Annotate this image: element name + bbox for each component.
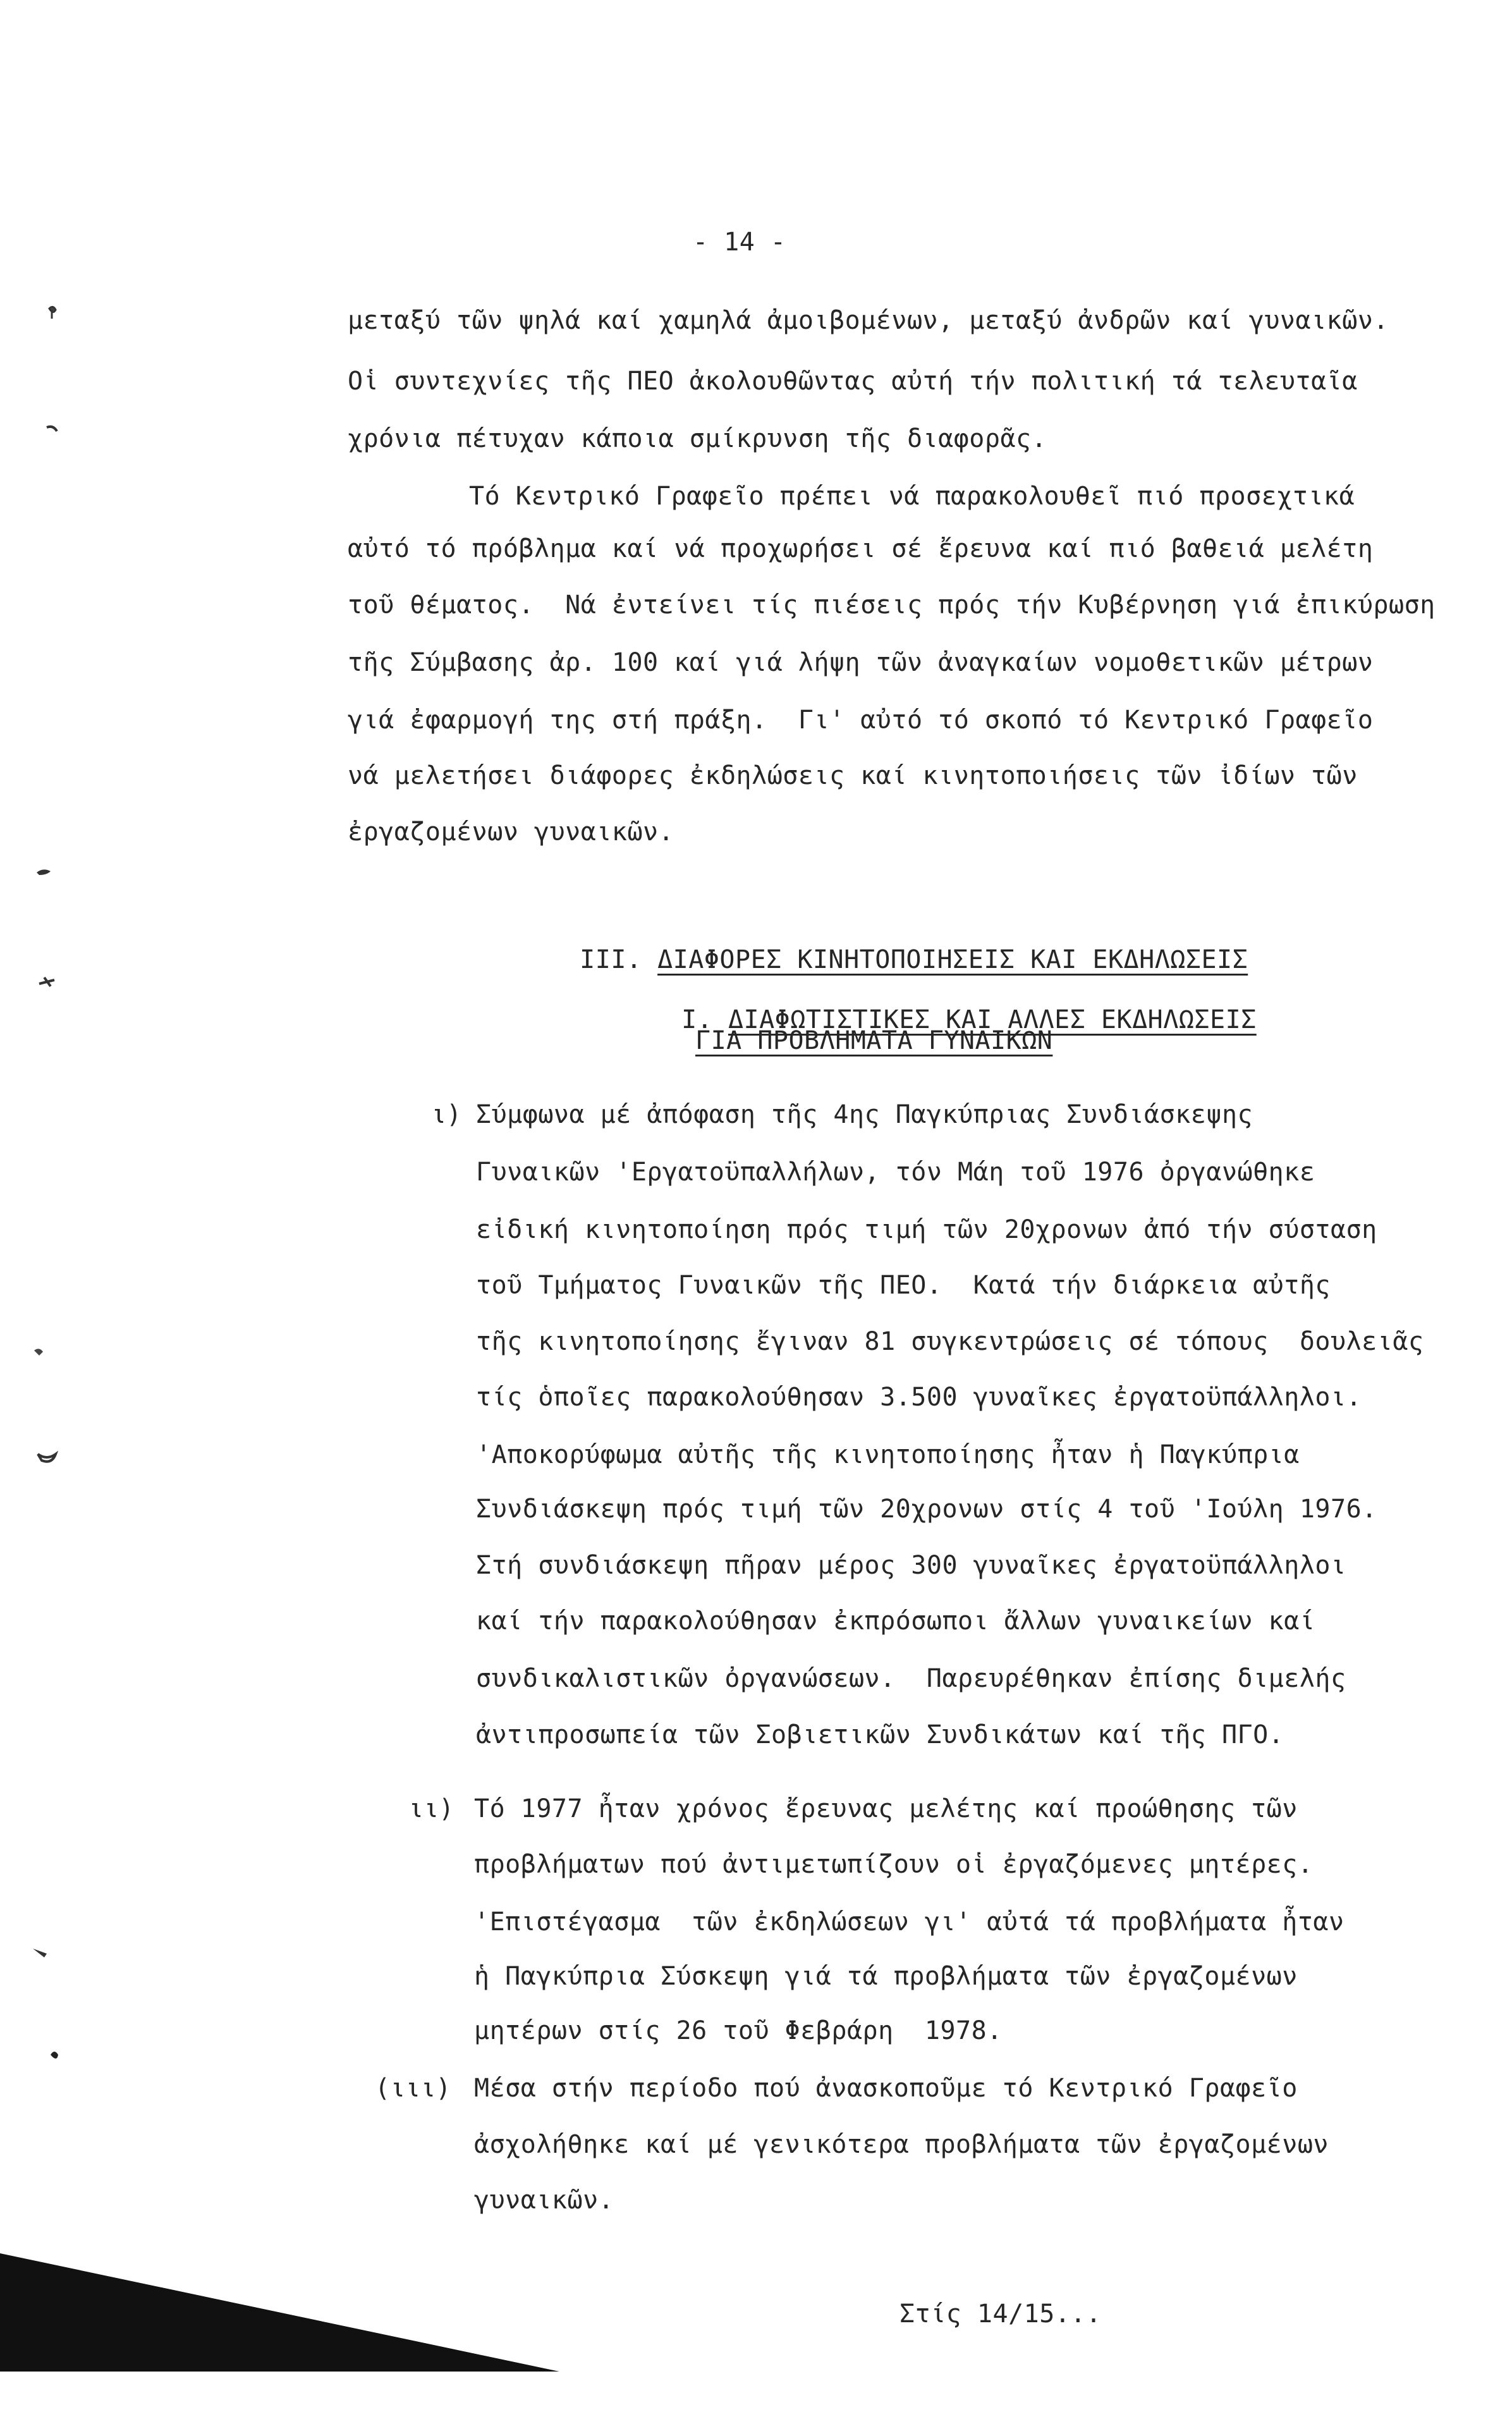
section-heading-title: ΔΙΑΦΟΡΕΣ ΚΙΝΗΤΟΠΟΙΗΣΕΙΣ ΚΑΙ ΕΚΔΗΛΩΣΕΙΣ <box>657 945 1248 974</box>
text-line: Γυναικῶν 'Εργατοϋπαλλήλων, τόν Μάη τοῦ 1976 ὀργανώθηκε <box>476 1158 1315 1187</box>
text-line: καί τήν παρακολούθησαν ἐκπρόσωποι ἄλλων γυναικείων καί <box>476 1607 1315 1636</box>
text-line: τῆς Σύμβασης ἀρ. 100 καί γιά λήψη τῶν ἀναγκαίων νομοθετικῶν μέτρων <box>348 648 1374 677</box>
text-line: Στή συνδιάσκεψη πῆραν μέρος 300 γυναῖκες ἐργατοϋπάλληλοι <box>476 1551 1346 1580</box>
text-line: ἀσχολήθηκε καί μέ γενικότερα προβλήματα τῶν ἐργαζομένων <box>474 2130 1329 2159</box>
subsection-heading-title: ΔΙΑΦΩΤΙΣΤΙΚΕΣ ΚΑΙ ΑΛΛΕΣ ΕΚΔΗΛΩΣΕΙΣ <box>728 1005 1257 1034</box>
text-line: εἰδική κινητοποίηση πρός τιμή τῶν 20χρονων ἀπό τήν σύσταση <box>476 1215 1377 1244</box>
text-line: τοῦ Τμήματος Γυναικῶν τῆς ΠΕΟ. Κατά τήν διάρκεια αὐτῆς <box>476 1271 1331 1300</box>
text-line: χρόνια πέτυχαν κάποια σμίκρυνση τῆς διαφορᾶς. <box>348 424 1047 453</box>
subsection-heading-title-line2: ΓΙΑ ΠΡΟΒΛΗΜΑΤΑ ΓΥΝΑΙΚΩΝ <box>695 1026 1053 1055</box>
list-item-marker: ιι) <box>408 1794 454 1823</box>
text-line: προβλήματων πού ἀντιμετωπίζουν οἱ ἐργαζόμενες μητέρες. <box>474 1850 1314 1879</box>
continuation-note: Στίς 14/15... <box>899 2299 1102 2329</box>
text-line: νά μελετήσει διάφορες ἐκδηλώσεις καί κινητοποιήσεις τῶν ἰδίων τῶν <box>348 761 1358 790</box>
text-line: τῆς κινητοποίησης ἔγιναν 81 συγκεντρώσεις σέ τόπους δουλειᾶς <box>476 1327 1424 1356</box>
text-line: Τό Κεντρικό Γραφεῖο πρέπει νά παρακολουθεῖ πιό προσεχτικά <box>469 482 1355 511</box>
text-line: Τό 1977 ἦταν χρόνος ἔρευνας μελέτης καί προώθησης τῶν <box>474 1794 1298 1823</box>
list-item-marker: (ιιι) <box>375 2074 451 2103</box>
section-heading-number: III. <box>580 945 642 974</box>
text-line: τίς ὁποῖες παρακολούθησαν 3.500 γυναῖκες ἐργατοϋπάλληλοι. <box>476 1383 1362 1412</box>
text-line: μητέρων στίς 26 τοῦ Φεβράρη 1978. <box>474 2016 1003 2045</box>
text-line: συνδικαλιστικῶν ὀργανώσεων. Παρευρέθηκαν ἐπίσης διμελής <box>476 1664 1346 1693</box>
margin-specks <box>0 0 82 2276</box>
text-line: Συνδιάσκεψη πρός τιμή τῶν 20χρονων στίς 4 τοῦ 'Ιούλη 1976. <box>476 1495 1377 1524</box>
text-line: Μέσα στήν περίοδο πού ἀνασκοποῦμε τό Κεντρικό Γραφεῖο <box>474 2074 1298 2103</box>
text-line: αὐτό τό πρόβλημα καί νά προχωρήσει σέ ἔρευνα καί πιό βαθειά μελέτη <box>348 534 1374 563</box>
text-line: ἐργαζομένων γυναικῶν. <box>348 817 674 847</box>
list-item-marker: ι) <box>431 1100 462 1129</box>
text-line: 'Αποκορύφωμα αὐτῆς τῆς κινητοποίησης ἦταν ἡ Παγκύπρια <box>476 1440 1300 1469</box>
text-line: γιά ἐφαρμογή της στή πράξη. Γι' αὐτό τό σκοπό τό Κεντρικό Γραφεῖο <box>348 706 1374 735</box>
page-number: - 14 - <box>693 228 786 257</box>
text-line: ἀντιπροσωπεία τῶν Σοβιετικῶν Συνδικάτων καί τῆς ΠΓΟ. <box>476 1720 1284 1749</box>
text-line: Σύμφωνα μέ ἀπόφαση τῆς 4ης Παγκύπριας Συνδιάσκεψης <box>476 1100 1253 1129</box>
text-line: γυναικῶν. <box>474 2186 614 2215</box>
text-line: τοῦ θέματος. Νά ἐντείνει τίς πιέσεις πρός τήν Κυβέρνηση γιά ἐπικύρωση <box>348 591 1436 620</box>
text-line: ἡ Παγκύπρια Σύσκεψη γιά τά προβλήματα τῶν ἐργαζομένων <box>474 1962 1298 1991</box>
text-line: 'Επιστέγασμα τῶν ἐκδηλώσεων γι' αὐτά τά προβλήματα ἦταν <box>474 1907 1344 1937</box>
text-line: μεταξύ τῶν ψηλά καί χαμηλά ἀμοιβομένων, μεταξύ ἀνδρῶν καί γυναικῶν. <box>348 306 1389 335</box>
subsection-heading-number: I. <box>681 1005 713 1034</box>
text-line: Οἱ συντεχνίες τῆς ΠΕΟ ἀκολουθῶντας αὐτή τήν πολιτική τά τελευταῖα <box>348 367 1358 396</box>
scan-edge-shadow <box>0 2238 569 2384</box>
